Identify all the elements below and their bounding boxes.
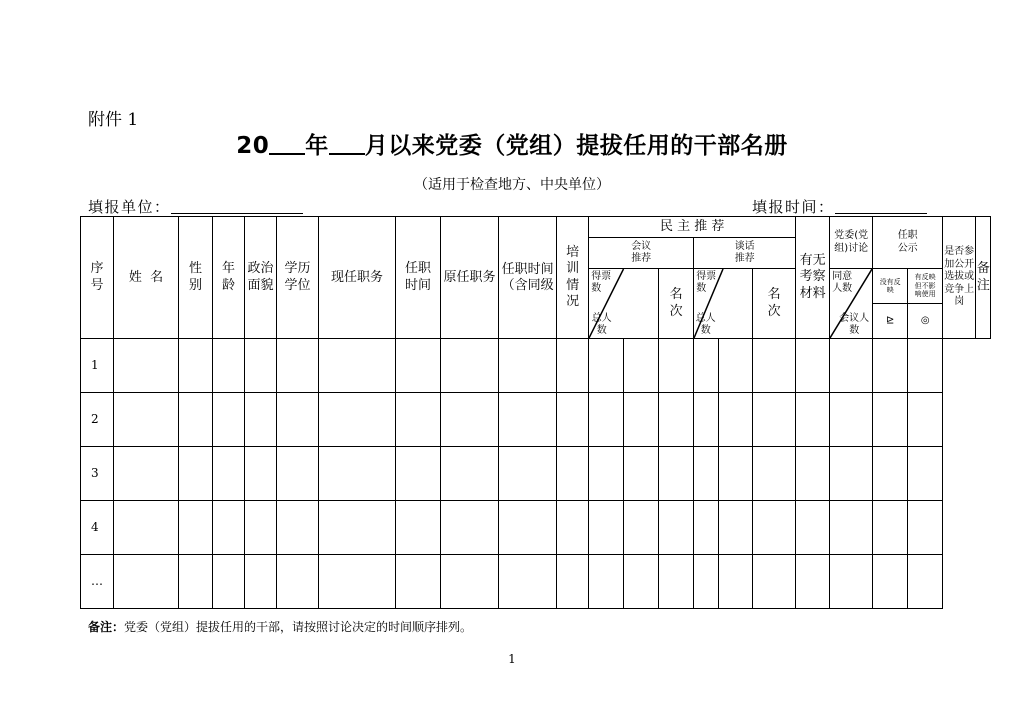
title-rest: 月以来党委（党组）提拔任用的干部名册 <box>364 133 788 159</box>
header-education: 学历学位 <box>277 217 319 339</box>
fill-unit-row <box>88 196 303 217</box>
header-talk-recommendation: 谈话推荐 <box>694 238 796 269</box>
fill-time-row <box>752 196 927 217</box>
header-seq: 序号 <box>81 217 114 339</box>
header-meeting-recommendation: 会议推荐 <box>589 238 694 269</box>
public-icon-left: ⊵ <box>873 304 908 339</box>
header-political: 政治面貌 <box>245 217 277 339</box>
header-former-post: 原任职务 <box>441 217 499 339</box>
fill-time-label: 填报时间： <box>752 198 835 216</box>
talk-total-label: 总人数 <box>695 313 716 336</box>
public-icon-right: ◎ <box>908 304 943 339</box>
document-subtitle: （适用于检查地方、中央单位） <box>414 177 610 193</box>
header-democratic-recommendation: 民 主 推 荐 <box>589 217 796 238</box>
page-number: 1 <box>508 652 516 666</box>
header-talk-rank: 名次 <box>753 269 796 339</box>
meeting-total-label: 总人数 <box>591 313 612 336</box>
header-agree-meeting <box>830 269 873 339</box>
fill-unit-field[interactable] <box>171 197 303 214</box>
header-tenure: 任职时间（含同级 <box>499 217 557 339</box>
header-meeting-votes-total <box>589 269 659 339</box>
footnote-text: 党委（党组）提拔任用的干部，请按照讨论决定的时间顺序排列。 <box>124 620 473 634</box>
table-row <box>81 339 991 393</box>
title-year-char: 年 <box>305 133 329 159</box>
table-row <box>81 393 991 447</box>
row-number: 1 <box>81 339 114 393</box>
header-age: 年龄 <box>213 217 245 339</box>
meeting-count-label: 会议人数 <box>839 313 870 336</box>
table-row <box>81 555 991 609</box>
header-name: 姓 名 <box>114 217 179 339</box>
header-gender: 性别 <box>179 217 213 339</box>
header-inspection: 有无考察材料 <box>796 217 830 339</box>
header-no-feedback: 没有反映 <box>873 269 908 304</box>
header-talk-votes-total <box>694 269 753 339</box>
header-feedback-ok: 有反映但不影响使用 <box>908 269 943 304</box>
header-remarks: 备注 <box>976 217 991 339</box>
row-number: 4 <box>81 501 114 555</box>
header-appoint-time: 任职时间 <box>396 217 441 339</box>
attachment-label: 附件 1 <box>88 110 139 130</box>
cadre-roster-table <box>80 216 991 609</box>
fill-unit-label: 填报单位： <box>88 198 171 216</box>
header-public-notice: 任职公示 <box>873 217 943 269</box>
header-training: 培训情况 <box>557 217 589 339</box>
row-number: 3 <box>81 447 114 501</box>
title-month-blank[interactable] <box>329 133 365 155</box>
fill-time-field[interactable] <box>835 197 927 214</box>
talk-votes-label: 得票数 <box>696 271 717 294</box>
title-year-prefix: 20 <box>236 133 270 159</box>
meeting-votes-label: 得票数 <box>591 271 612 294</box>
table-row <box>81 501 991 555</box>
agree-count-label: 同意人数 <box>832 271 853 294</box>
header-meeting-rank: 名次 <box>659 269 694 339</box>
footnote-label: 备注： <box>88 620 125 634</box>
table-row <box>81 447 991 501</box>
header-committee-discussion: 党委(党组)讨论 <box>830 217 873 269</box>
header-open-selection: 是否参加公开选拔或竞争上岗 <box>943 217 976 339</box>
document-title <box>0 127 1024 160</box>
row-number: … <box>81 555 114 609</box>
row-number: 2 <box>81 393 114 447</box>
header-current-post: 现任职务 <box>319 217 396 339</box>
footnote <box>88 618 472 635</box>
title-year-blank[interactable] <box>269 133 305 155</box>
